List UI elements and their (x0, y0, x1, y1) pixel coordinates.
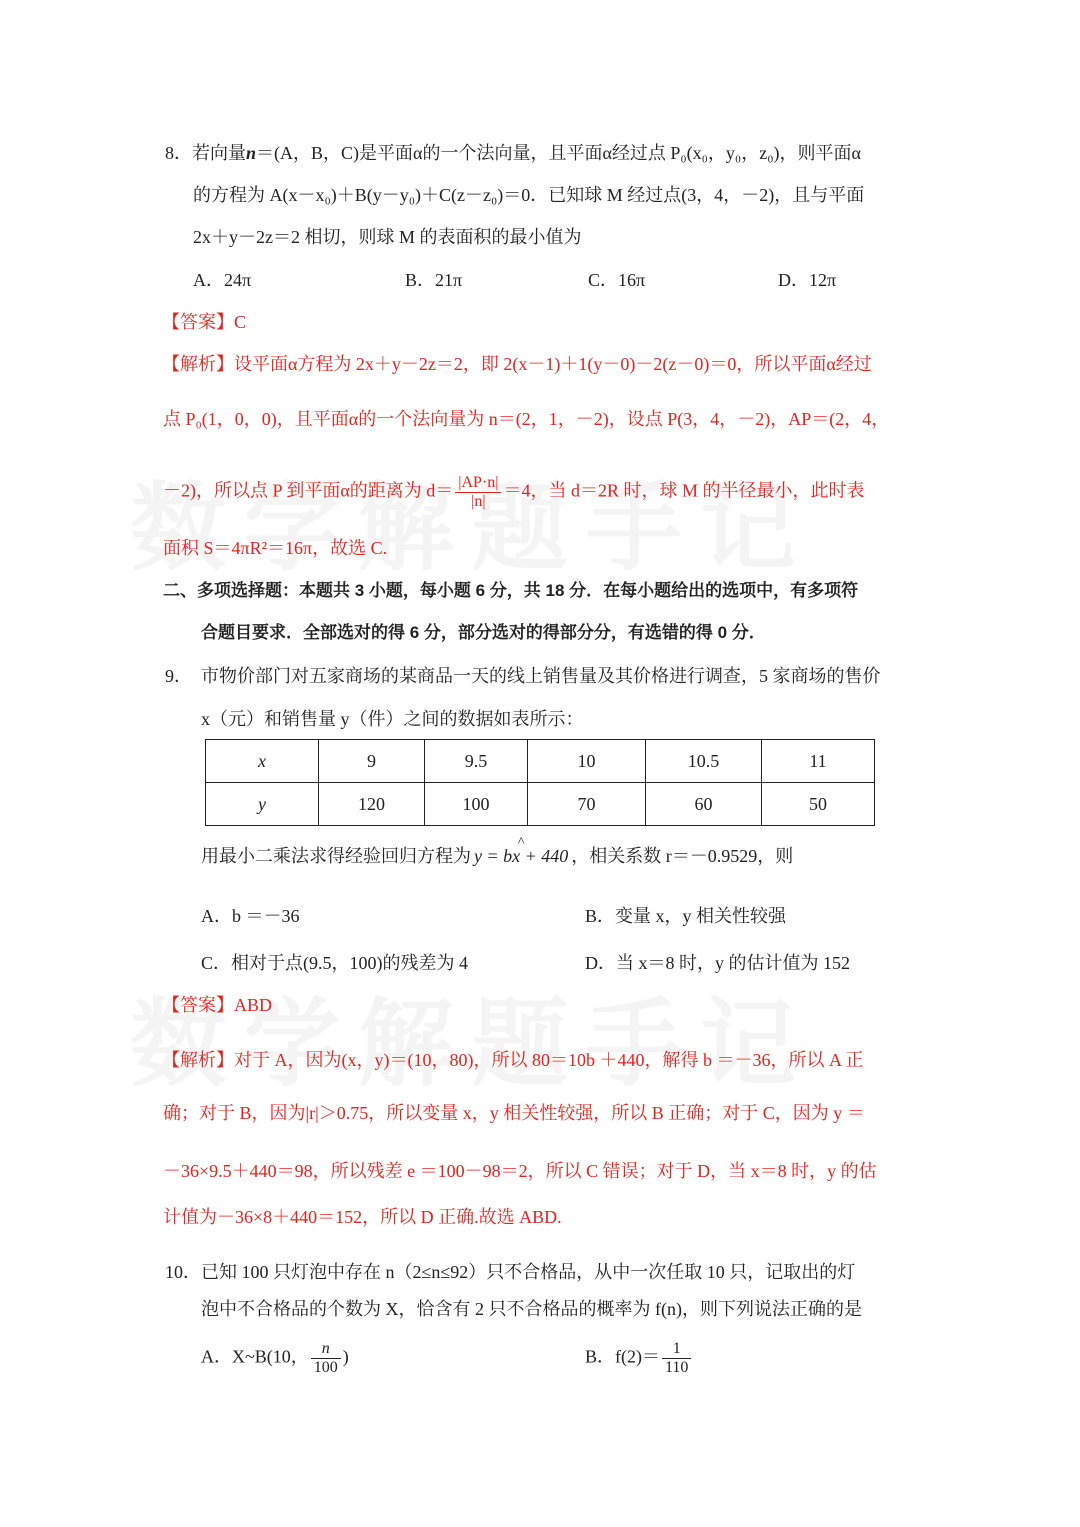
q10-option-b-num: 1 (662, 1340, 691, 1359)
q9-option-d: D．当 x＝8 时，y 的估计值为 152 (585, 953, 850, 973)
q8-option-a: A．24π (193, 270, 252, 290)
q9-line-1: 9． 市物价部门对五家商场的某商品一天的线上销售量及其价格进行调查，5 家商场的售价 (165, 666, 881, 686)
watermark-upper (130, 452, 814, 589)
table-row (206, 740, 875, 783)
q9-analysis-1: 【解析】对于 A，因为(x，y)＝(10，80)，所以 80＝10b ＋440，解得 b ＝－36，所以 A 正 (162, 1050, 864, 1070)
q8-analysis-1: 【解析】设平面α方程为 2x＋y－2z＝2，即 2(x－1)＋1(y－0)－2(z－0)＝0，所以平面α经过 (162, 354, 872, 374)
q8-option-b: B．21π (405, 270, 463, 290)
q8-analysis-3b: ＝4，当 d＝2R 时，球 M 的半径最小，此时表 (503, 480, 865, 501)
table-cell: 11 (762, 740, 875, 783)
q9-analysis-3: －36×9.5＋440＝98，所以残差 e ＝100－98＝2，所以 C 错误；对于 D，当 x＝8 时，y 的估 (163, 1161, 877, 1181)
q9-answer: 【答案】ABD (162, 995, 273, 1015)
table-cell: 60 (646, 783, 762, 826)
q9-data-table (205, 739, 875, 826)
q9-correlation-text: ，相关系数 r＝－0.9529，则 (571, 846, 794, 866)
q10-option-b (585, 1340, 693, 1377)
table-cell: x (206, 740, 319, 783)
q8-analysis-3a: －2)，所以点 P 到平面α的距离为 d＝ (163, 480, 454, 501)
table-cell: 9.5 (425, 740, 528, 783)
table-cell: y (206, 783, 319, 826)
table-cell: 120 (319, 783, 425, 826)
q8-distance-fraction (455, 474, 501, 511)
q10-option-a (201, 1340, 349, 1377)
q10-line-2: 泡中不合格品的个数为 X，恰含有 2 只不合格品的概率为 f(n)，则下列说法正确的是 (201, 1299, 862, 1319)
q10-option-a-close: ) (342, 1346, 349, 1367)
q10-option-b-text: B．f(2)＝ (585, 1346, 660, 1367)
q9-analysis-4: 计值为－36×8＋440＝152，所以 D 正确.故选 ABD. (163, 1207, 562, 1227)
section2-heading-2: 合题目要求．全部选对的得 6 分，部分选对的得部分分，有选错的得 0 分． (201, 623, 766, 642)
q8-vector-n: n (246, 143, 257, 163)
table-cell: 70 (528, 783, 646, 826)
q8-frac-num: |AP·n| (455, 474, 501, 493)
q8-frac-den: |n| (471, 493, 486, 510)
table-cell: 50 (762, 783, 875, 826)
q8-option-c: C．16π (588, 270, 646, 290)
q8-line-1 (165, 142, 861, 164)
q10-option-b-den: 110 (665, 1359, 689, 1376)
q10-option-a-fraction (311, 1340, 341, 1377)
q8-answer: 【答案】C (162, 312, 247, 332)
q9-regression-equation: ^ y = bx + 440 (471, 845, 571, 867)
q8-option-d: D．12π (778, 270, 837, 290)
q8-analysis-4: 面积 S＝4πR²＝16π，故选 C. (163, 538, 388, 558)
table-row (206, 783, 875, 826)
q9-regression-text: 用最小二乘法求得经验回归方程为 (201, 846, 471, 866)
q8-text-b: ＝(A，B，C)是平面α的一个法向量，且平面α经过点 P₀(x₀，y₀，z₀)，则平面α (256, 143, 861, 163)
q10-option-b-fraction (662, 1340, 691, 1377)
q9-option-b: B．变量 x，y 相关性较强 (585, 906, 787, 926)
q8-analysis-2: 点 P₀(1，0，0)，且平面α的一个法向量为 n＝(2，1，－2)，设点 P(3，4，－2)，AP＝(2，4， (163, 409, 890, 429)
q8-line-2: 的方程为 A(x－x₀)＋B(y－y₀)＋C(z－z₀)＝0．已知球 M 经过点(3，4，－2)，且与平面 (193, 185, 865, 205)
section2-heading-1: 二、多项选择题：本题共 3 小题，每小题 6 分，共 18 分．在每小题给出的选项中，有多项符 (163, 581, 859, 600)
q9-line-2: x（元）和销售量 y（件）之间的数据如表所示： (201, 709, 584, 729)
q9-regression-line (201, 845, 793, 867)
q10-line-1: 10．已知 100 只灯泡中存在 n（2≤n≤92）只不合格品，从中一次任取 10 只，记取出的灯 (165, 1262, 856, 1282)
table-cell: 100 (425, 783, 528, 826)
table-cell: 9 (319, 740, 425, 783)
q10-option-a-den: 100 (313, 1359, 338, 1376)
q9-option-a: A．b ＝－36 (201, 906, 300, 926)
watermark-lower (130, 968, 814, 1105)
table-cell: 10 (528, 740, 646, 783)
q10-option-a-num: n (311, 1340, 341, 1359)
q9-analysis-2: 确；对于 B，因为|r|＞0.75，所以变量 x，y 相关性较强，所以 B 正确；对于 C，因为 y ＝ (163, 1103, 865, 1123)
q9-option-c: C．相对于点(9.5，100)的残差为 4 (201, 953, 468, 973)
q8-line-3: 2x＋y－2z＝2 相切，则球 M 的表面积的最小值为 (193, 227, 582, 247)
table-cell: 10.5 (646, 740, 762, 783)
q10-option-a-text: A．X~B(10， (201, 1346, 309, 1367)
q8-text: 8．若向量 (165, 143, 246, 163)
q8-analysis-3 (163, 474, 864, 511)
